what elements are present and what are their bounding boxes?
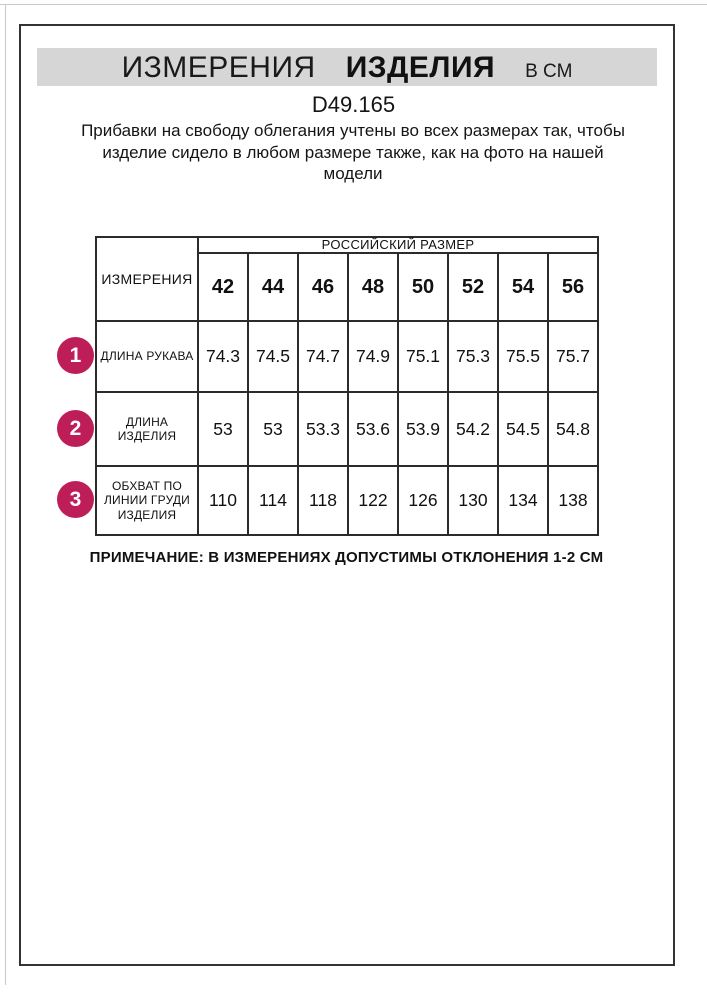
row-label-sleeve-length: ДЛИНА РУКАВА bbox=[96, 321, 198, 392]
table-cell: 126 bbox=[398, 466, 448, 535]
size-header: 46 bbox=[298, 253, 348, 321]
table-cell: 53.3 bbox=[298, 392, 348, 466]
table-cell: 53.9 bbox=[398, 392, 448, 466]
table-cell: 75.5 bbox=[498, 321, 548, 392]
scan-artifact-top-line bbox=[0, 4, 707, 5]
size-header: 50 bbox=[398, 253, 448, 321]
measurements-table bbox=[95, 236, 599, 536]
table-row bbox=[96, 466, 598, 535]
row-label-garment-length: ДЛИНА ИЗДЕЛИЯ bbox=[96, 392, 198, 466]
row-number-badge: 3 bbox=[57, 481, 94, 518]
table-row bbox=[96, 392, 598, 466]
size-header: 52 bbox=[448, 253, 498, 321]
size-header: 42 bbox=[198, 253, 248, 321]
table-cell: 75.7 bbox=[548, 321, 598, 392]
title-measurements: ИЗМЕРЕНИЯ bbox=[121, 51, 316, 84]
table-cell: 130 bbox=[448, 466, 498, 535]
table-cell: 134 bbox=[498, 466, 548, 535]
scan-artifact-left-line bbox=[5, 4, 6, 985]
row-label-chest-girth: ОБХВАТ ПО ЛИНИИ ГРУДИ ИЗДЕЛИЯ bbox=[96, 466, 198, 535]
title-product: ИЗДЕЛИЯ bbox=[345, 51, 496, 84]
table-cell: 74.7 bbox=[298, 321, 348, 392]
product-code: D49.165 bbox=[311, 92, 396, 117]
measurements-column-header: ИЗМЕРЕНИЯ bbox=[96, 237, 198, 321]
product-description bbox=[73, 120, 633, 185]
table-cell: 53.6 bbox=[348, 392, 398, 466]
table-cell: 75.1 bbox=[398, 321, 448, 392]
table-cell: 54.2 bbox=[448, 392, 498, 466]
table-cell: 53 bbox=[198, 392, 248, 466]
table-cell: 138 bbox=[548, 466, 598, 535]
table-cell: 53 bbox=[248, 392, 298, 466]
description-line: модели bbox=[323, 164, 383, 183]
row-number-badge: 1 bbox=[57, 337, 94, 374]
tolerance-note: ПРИМЕЧАНИЕ: В ИЗМЕРЕНИЯХ ДОПУСТИМЫ ОТКЛОНЕНИЯ 1-2 СМ bbox=[89, 549, 604, 566]
table-cell: 118 bbox=[298, 466, 348, 535]
title-banner bbox=[37, 48, 657, 86]
table-cell: 74.9 bbox=[348, 321, 398, 392]
table-cell: 74.3 bbox=[198, 321, 248, 392]
row-number-badge: 2 bbox=[57, 410, 94, 447]
table-cell: 54.5 bbox=[498, 392, 548, 466]
title-unit: В СМ bbox=[525, 61, 573, 82]
table-cell: 122 bbox=[348, 466, 398, 535]
description-line: Прибавки на свободу облегания учтены во всех размерах так, чтобы bbox=[81, 121, 625, 140]
table-cell: 110 bbox=[198, 466, 248, 535]
table-cell: 75.3 bbox=[448, 321, 498, 392]
table-cell: 74.5 bbox=[248, 321, 298, 392]
size-header: 56 bbox=[548, 253, 598, 321]
description-line: изделие сидело в любом размере также, как на фото на нашей bbox=[102, 142, 604, 162]
table-cell: 114 bbox=[248, 466, 298, 535]
size-header: 54 bbox=[498, 253, 548, 321]
table-row bbox=[96, 321, 598, 392]
size-header: 48 bbox=[348, 253, 398, 321]
size-group-header: РОССИЙСКИЙ РАЗМЕР bbox=[198, 237, 598, 253]
table-cell: 54.8 bbox=[548, 392, 598, 466]
size-header: 44 bbox=[248, 253, 298, 321]
